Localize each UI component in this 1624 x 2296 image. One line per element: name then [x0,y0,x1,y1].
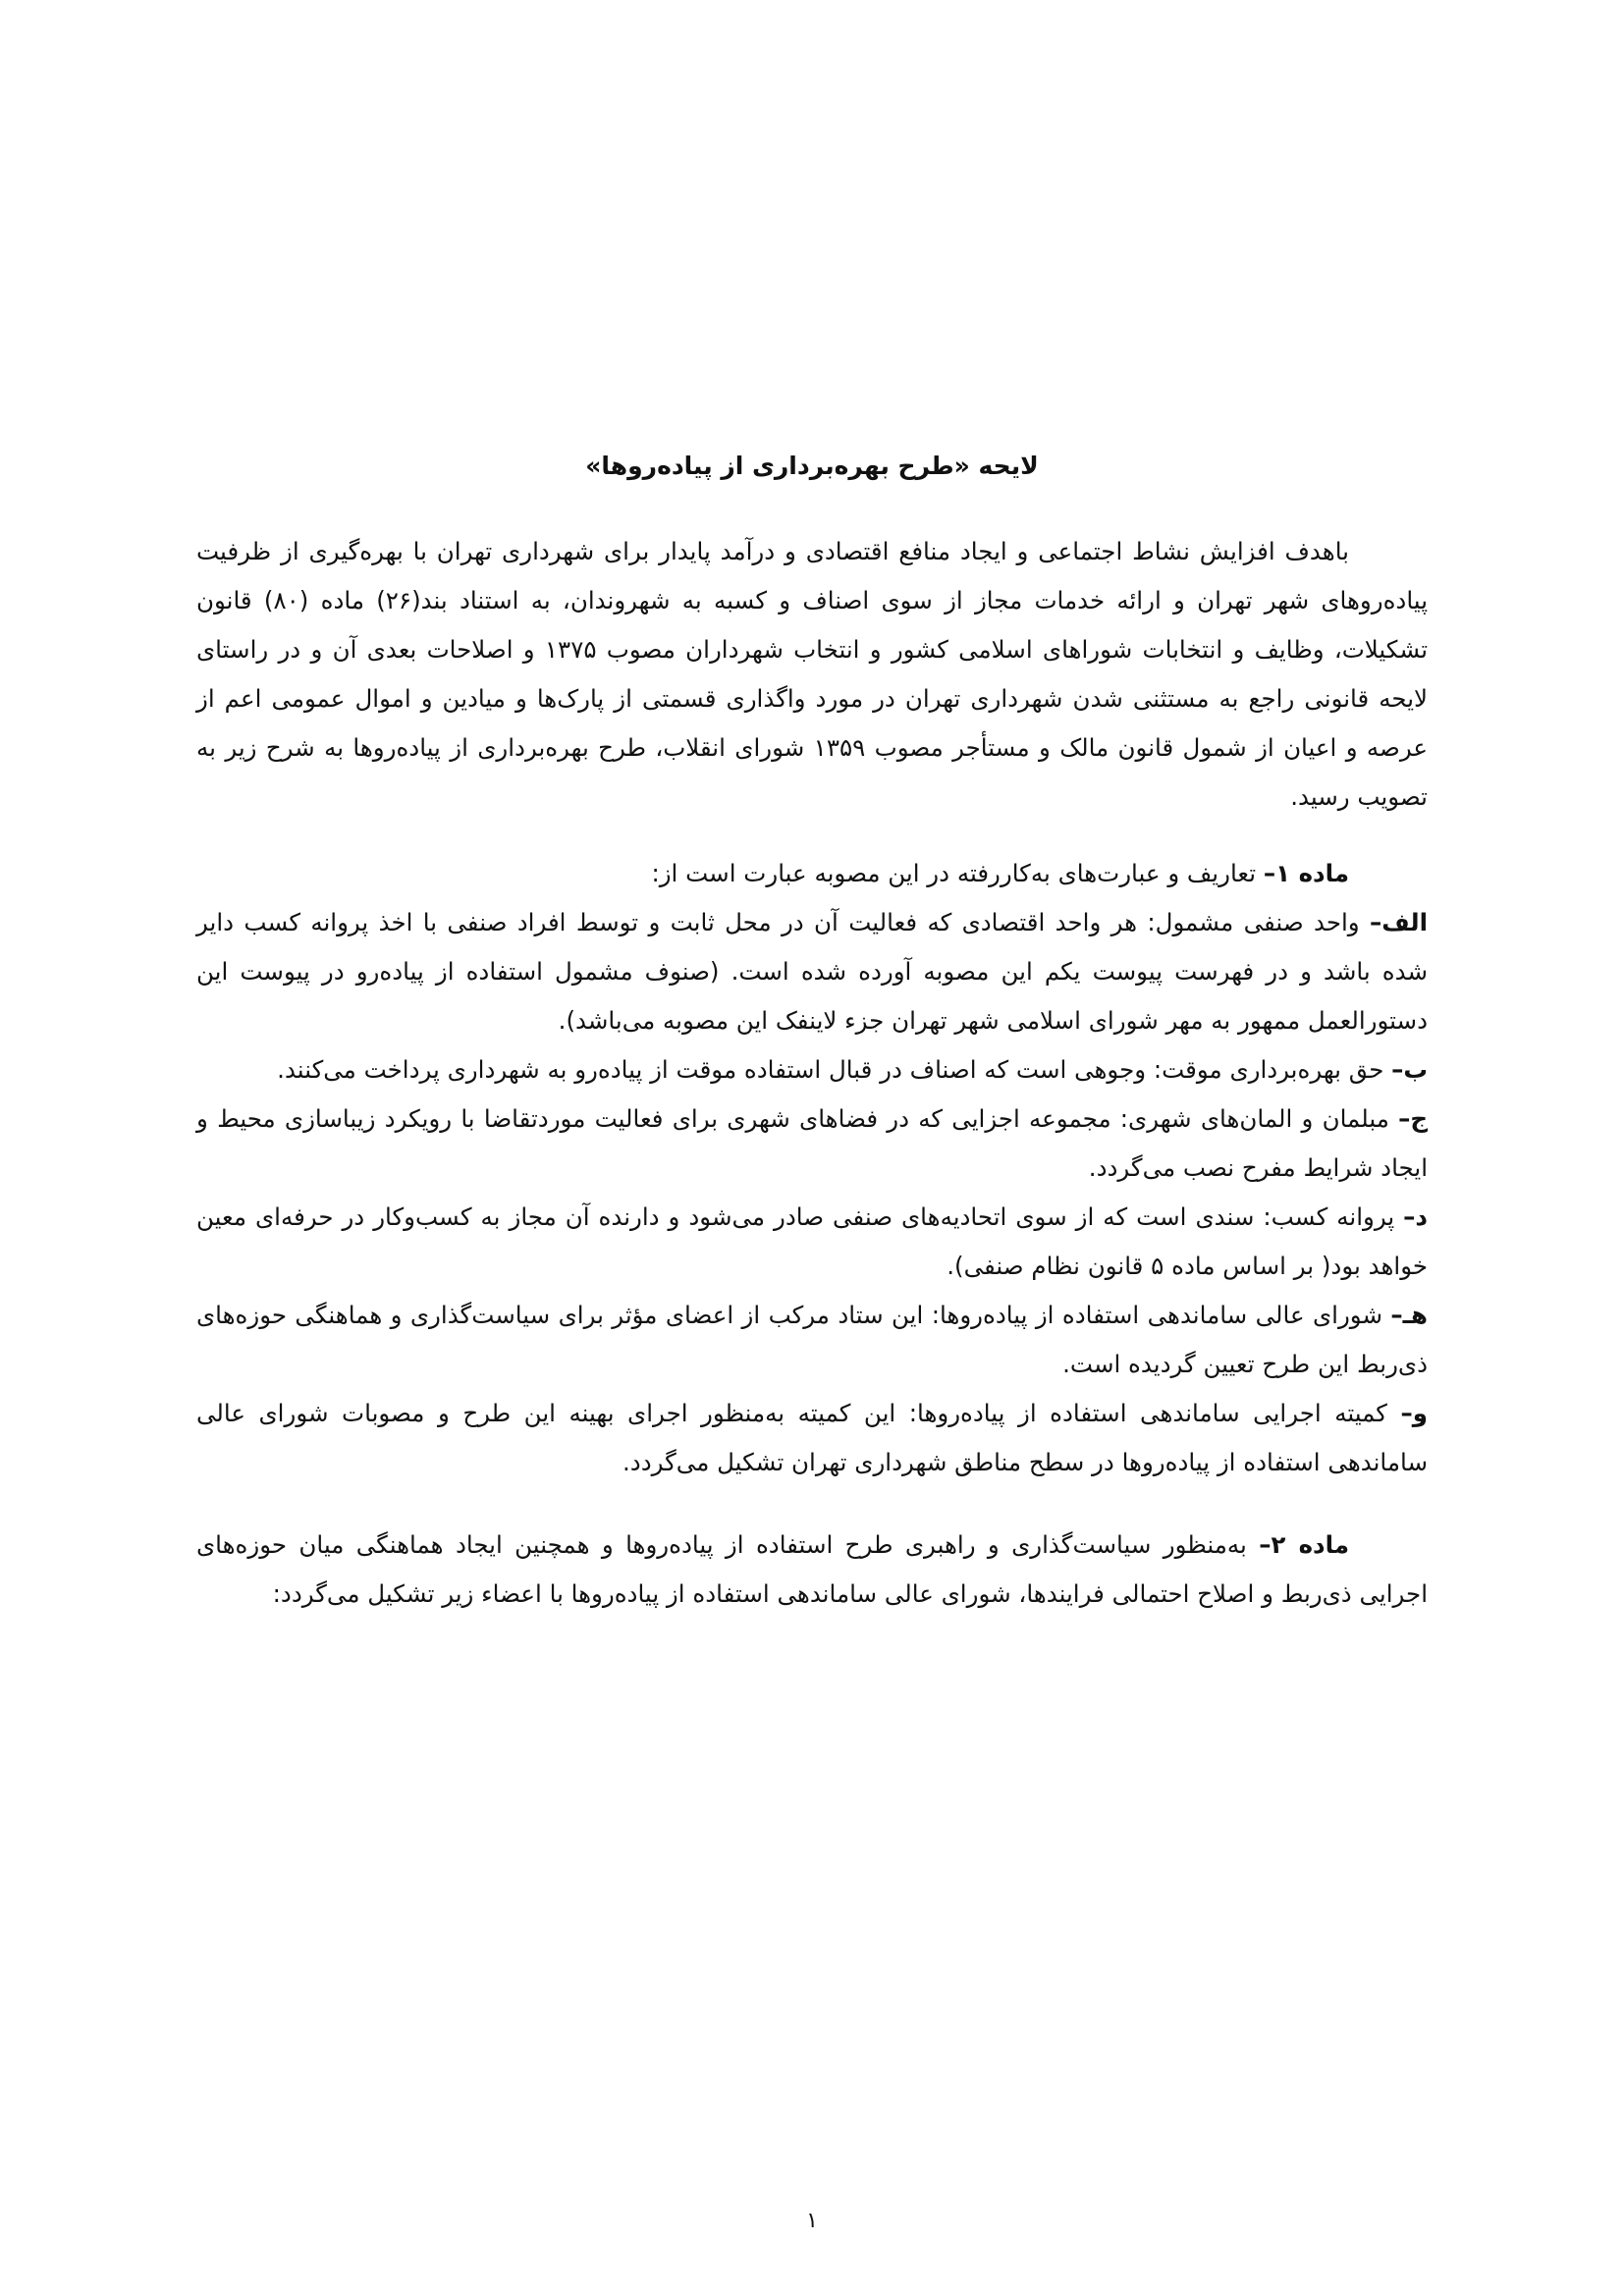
definition-vav-text: کمیته اجرایی ساماندهی استفاده از پیاده‌روها: این کمیته به‌منظور اجرای بهینه این طرح و مصوبات شورای عالی ساماندهی استفاده از پیاده‌روها در سطح مناطق شهرداری تهران تشکیل می‌گردد. [196,1399,1428,1476]
page-number: ۱ [806,2209,818,2233]
definition-jim-label: ج– [1398,1104,1428,1133]
definition-alef [196,898,1428,1045]
definition-he-label: هـ– [1390,1301,1428,1329]
definition-vav [196,1389,1428,1487]
definition-dal-label: د– [1403,1202,1428,1231]
article-2-text: به‌منظور سیاست‌گذاری و راهبری طرح استفاده از پیاده‌روها و همچنین ایجاد هماهنگی میان حوزه‌های اجرایی ذی‌ربط و اصلاح احتمالی فرایندها، شورای عالی ساماندهی استفاده از پیاده‌روها با اعضاء زیر تشکیل می‌گردد: [196,1530,1428,1608]
definition-dal-text: پروانه کسب: سندی است که از سوی اتحادیه‌های صنفی صادر می‌شود و دارنده آن مجاز به کسب‌وکار در حرفه‌ای معین خواهد بود( بر اساس ماده ۵ قانون نظام صنفی). [196,1202,1428,1280]
definition-vav-label: و– [1400,1399,1428,1427]
definition-alef-label: الف– [1369,908,1428,936]
definition-be [196,1045,1428,1095]
definition-jim-text: مبلمان و المان‌های شهری: مجموعه اجزایی که در فضاهای شهری برای فعالیت موردتقاضا با رویکرد زیباسازی محیط و ایجاد شرایط مفرح نصب می‌گردد. [196,1104,1428,1182]
definition-he [196,1291,1428,1389]
article-2 [196,1521,1428,1619]
definition-jim [196,1095,1428,1193]
article-1-heading: ماده ۱– [1263,859,1349,887]
definition-be-label: ب– [1391,1055,1428,1084]
document-body [196,447,1428,1619]
intro-paragraph: باهدف افزایش نشاط اجتماعی و ایجاد منافع اقتصادی و درآمد پایدار برای شهرداری تهران با بهره‌گیری از ظرفیت پیاده‌روهای شهر تهران و ارائه خدمات مجاز از سوی اصناف و کسبه به شهروندان، به استناد بند(۲۶) ماده (۸۰) قانون تشکیلات، وظایف و انتخابات شوراهای اسلامی کشور و انتخاب شهرداران مصوب ۱۳۷۵ و اصلاحات بعدی آن و در راستای لایحه قانونی راجع به مستثنی شدن شهرداری تهران در مورد واگذاری قسمتی از پارک‌ها و میادین و اموال عمومی اعم از عرصه و اعیان از شمول قانون مالک و مستأجر مصوب ۱۳۵۹ شورای انقلاب، طرح بهره‌برداری از پیاده‌روها به شرح زیر به تصویب رسید. [196,537,1429,811]
definition-he-text: شورای عالی ساماندهی استفاده از پیاده‌روها: این ستاد مرکب از اعضای مؤثر برای سیاست‌گذاری و هماهنگی حوزه‌های ذی‌ربط این طرح تعیین گردیده است. [196,1301,1428,1378]
definition-be-text: حق بهره‌برداری موقت: وجوهی است که اصناف در قبال استفاده موقت از پیاده‌رو به شهرداری پرداخت می‌کنند. [277,1055,1392,1084]
definition-alef-text: واحد صنفی مشمول: هر واحد اقتصادی که فعالیت آن در محل ثابت و توسط افراد صنفی با اخذ پروانه کسب دایر شده باشد و در فهرست پیوست یکم این مصوبه آورده شده است. (صنوف مشمول استفاده از پیاده‌رو در پیوست این دستورالعمل ممهور به مهر شورای اسلامی شهر تهران جزء لاینفک این مصوبه می‌باشد). [196,908,1428,1035]
article-1-text: تعاریف و عبارت‌های به‌کاررفته در این مصوبه عبارت است از: [651,859,1264,887]
definition-dal [196,1193,1428,1291]
article-2-heading: ماده ۲– [1259,1530,1349,1559]
article-1 [196,849,1428,898]
document-title: لایحه «طرح بهره‌برداری از پیاده‌روها» [585,452,1039,480]
